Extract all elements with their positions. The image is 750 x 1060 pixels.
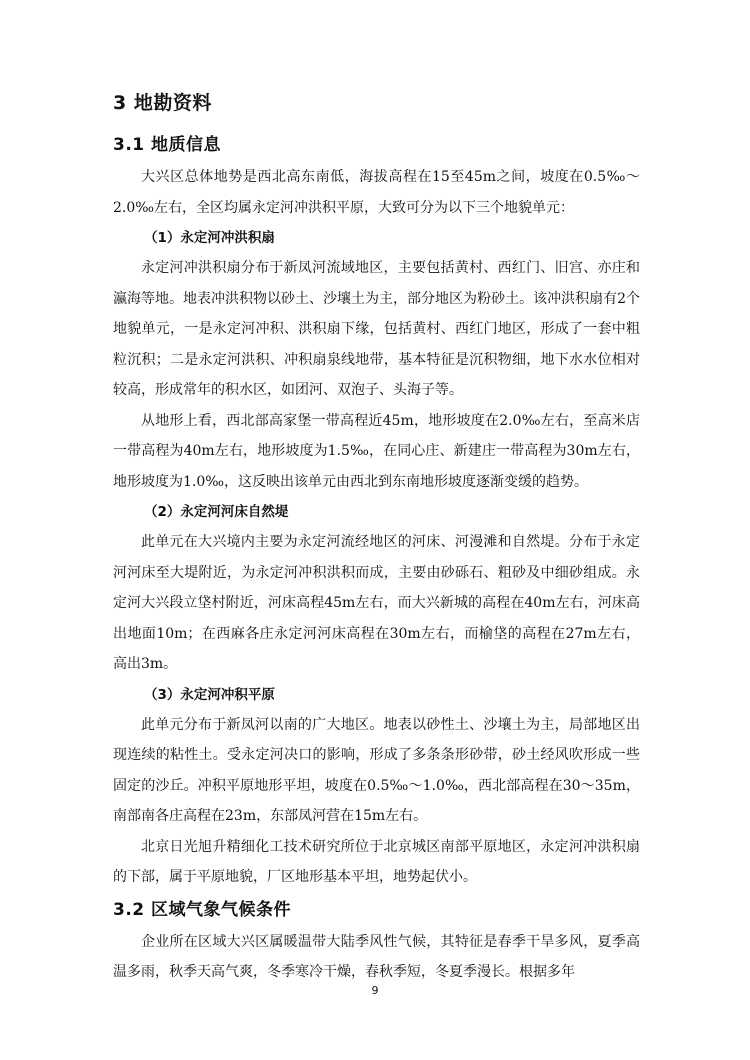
subsection-heading-alluvial-plain: （3）永定河冲积平原 [144, 686, 275, 703]
chapter-title: 3 地勘资料 [113, 92, 212, 114]
paragraph-alluvial-fan-1: 永定河冲洪积扇分布于新凤河流域地区，主要包括黄村、西红门、旧宫、亦庄和瀛海等地。地表冲洪积物以砂土、沙壤土为主，部分地区为粉砂土。该冲洪积扇有2个地貌单元，一是永定河冲积、洪积扇下缘，包括黄村、西红门地区，形成了一套中粗粒沉积；二是永定河洪积、冲积扇泉线地带，基本特征是沉积物细，地下水水位相对较高，形成常年的积水区，如团河、双泡子、头海子等。 [113, 260, 640, 398]
page-content [113, 86, 640, 988]
paragraph-alluvial-plain: 此单元分布于新凤河以南的广大地区。地表以砂性土、沙壤土为主，局部地区出现连续的粘性土。受永定河决口的影响，形成了多条条形砂带，砂土经风吹形成一些固定的沙丘。冲积平原地形平坦，坡度在0.5‰～1.0‰，西北部高程在30～35m，南部南各庄高程在23m，东部凤河营在15m左右。 [113, 716, 640, 824]
section-heading-climate: 3.2 区域气象气候条件 [113, 899, 292, 920]
page-number: 9 [371, 984, 379, 997]
subsection-heading-river-levee: （2）永定河河床自然堤 [144, 504, 289, 520]
paragraph-geology-closing: 北京日光旭升精细化工技术研究所位于北京城区南部平原地区，永定河冲洪积扇的下部，属于平原地貌，厂区地形基本平坦，地势起伏小。 [113, 838, 640, 885]
paragraph-alluvial-fan-2: 从地形上看，西北部高家堡一带高程近45m，地形坡度在2.0‰左右，至高米店一带高程为40m左右，地形坡度为1.5‰，在同心庄、新建庄一带高程为30m左右，地形坡度为1.0‰，这反映出该单元由西北到东南地形坡度逐渐变缓的趋势。 [113, 412, 640, 490]
section-heading-geology: 3.1 地质信息 [113, 135, 222, 155]
paragraph-river-levee: 此单元在大兴境内主要为永定河流经地区的河床、河漫滩和自然堤。分布于永定河河床至大堤附近，为永定河冲积洪积而成，主要由砂砾石、粗砂及中细砂组成。永定河大兴段立垡村附近，河床高程45m左右，而大兴新城的高程在40m左右，河床高出地面10m；在西麻各庄永定河河床高程在30m左右，而榆垡的高程在27m左右，高出3m。 [113, 534, 640, 672]
paragraph-geology-intro: 大兴区总体地势是西北高东南低，海拔高程在15至45m之间，坡度在0.5‰～2.0‰左右，全区均属永定河冲洪积平原，大致可分为以下三个地貌单元： [113, 169, 640, 216]
paragraph-climate-intro: 企业所在区域大兴区属暖温带大陆季风性气候，其特征是春季干旱多风，夏季高温多雨，秋季天高气爽，冬季寒冷干燥，春秋季短，冬夏季漫长。根据多年 [113, 933, 640, 980]
subsection-heading-alluvial-fan: （1）永定河冲洪积扇 [144, 230, 275, 246]
